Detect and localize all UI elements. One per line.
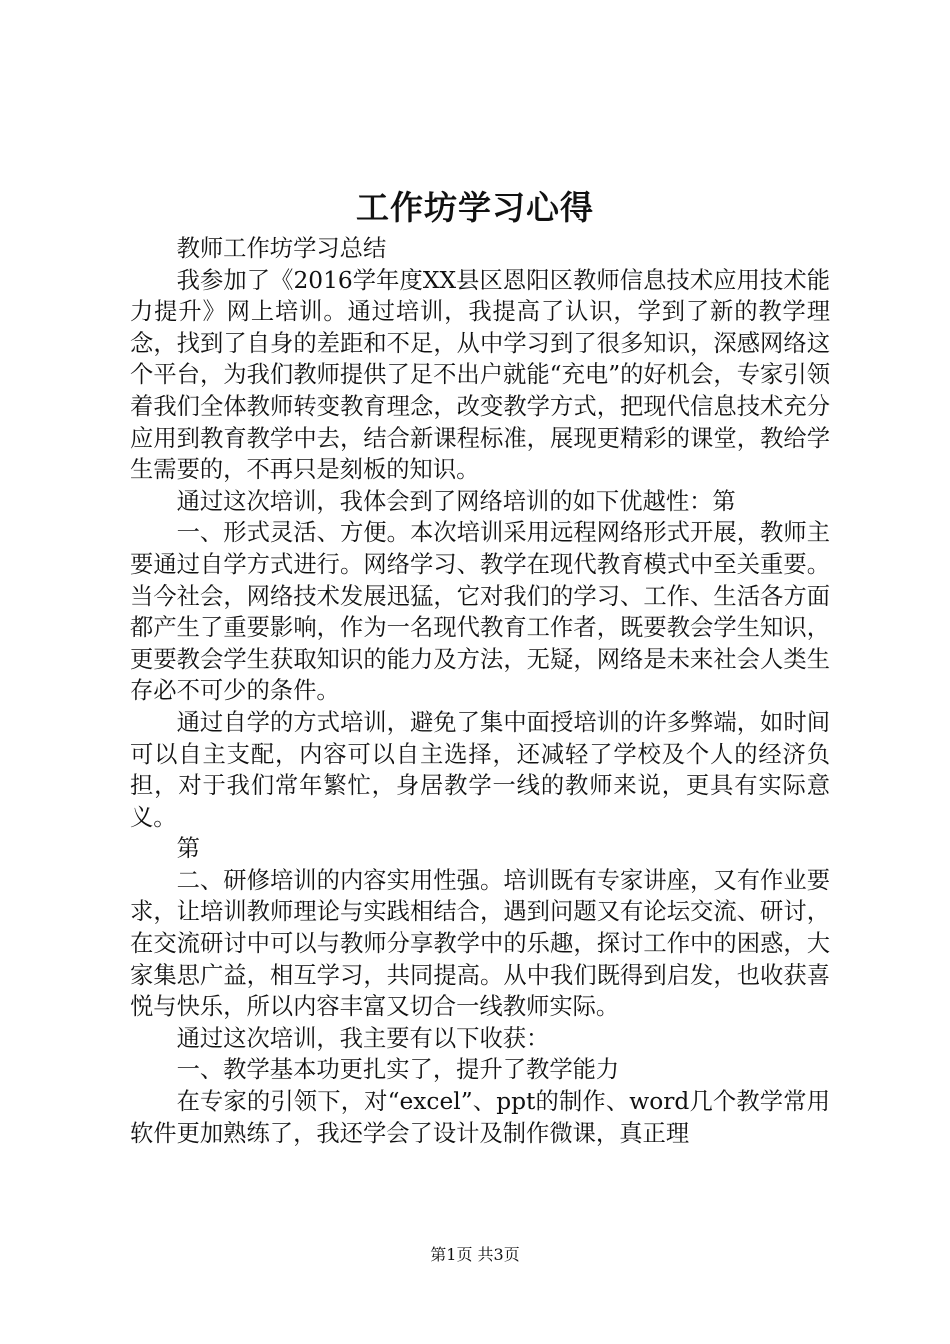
document-title: 工作坊学习心得 — [356, 188, 594, 227]
paragraph: 一、形式灵活、方便。本次培训采用远程网络形式开展，教师主要通过自学方式进行。网络学习、教学在现代教育模式中至关重要。当今社会，网络技术发展迅猛，它对我们的学习、工作、生活各方面都产生了重要影响，作为一名现代教育工作者，既要教会学生知识，更要教会学生获取知识的能力及方法，无疑，网络是未来社会人类生存必不可少的条件。 — [130, 519, 830, 705]
paragraph: 通过自学的方式培训，避免了集中面授培训的许多弊端，如时间可以自主支配，内容可以自主选择，还减轻了学校及个人的经济负担，对于我们常年繁忙，身居教学一线的教师来说，更具有实际意义。 — [130, 708, 830, 831]
paragraph: 二、研修培训的内容实用性强。培训既有专家讲座，又有作业要求，让培训教师理论与实践相结合，遇到问题又有论坛交流、研讨，在交流研讨中可以与教师分享教学中的乐趣，探讨工作中的困惑，大家集思广益，相互学习，共同提高。从中我们既得到启发，也收获喜悦与快乐，所以内容丰富又切合一线教师实际。 — [130, 866, 830, 1021]
paragraph: 在专家的引领下，对“excel”、ppt的制作、word几个教学常用软件更加熟练了，我还学会了设计及制作微课，真正理 — [130, 1088, 830, 1147]
paragraph: 通过这次培训，我体会到了网络培训的如下优越性：第 — [176, 487, 736, 515]
paragraph: 一、教学基本功更扎实了，提升了教学能力 — [176, 1056, 620, 1084]
document-body — [130, 233, 830, 1149]
paragraph: 第 — [176, 835, 200, 863]
paragraph: 通过这次培训，我主要有以下收获： — [176, 1024, 550, 1052]
page-footer: 第1页 共3页 — [430, 1245, 520, 1264]
paragraph: 我参加了《2016学年度XX县区恩阳区教师信息技术应用技术能力提升》网上培训。通过培训，我提高了认识，学到了新的教学理念，找到了自身的差距和不足，从中学习到了很多知识，深感网络这个平台，为我们教师提供了足不出户就能“充电”的好机会，专家引领着我们全体教师转变教育理念，改变教学方式，把现代信息技术充分应用到教育教学中去，结合新课程标准，展现更精彩的课堂，教给学生需要的，不再只是刻板的知识。 — [130, 266, 830, 484]
paragraph: 教师工作坊学习总结 — [176, 235, 387, 262]
